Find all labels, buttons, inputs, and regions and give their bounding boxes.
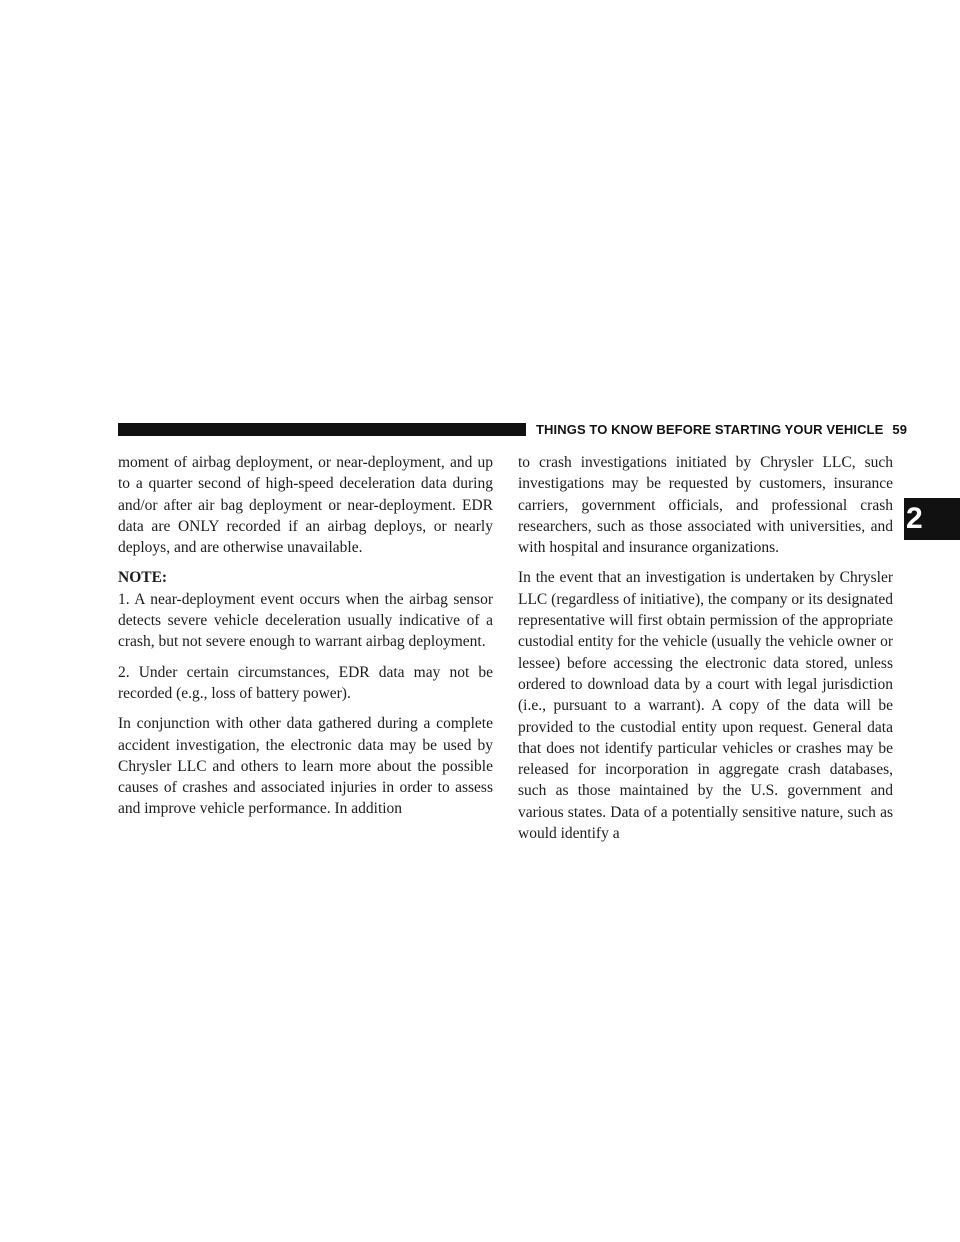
section-title: THINGS TO KNOW BEFORE STARTING YOUR VEHICLE [536,422,884,437]
note-item-2: 2. Under certain circumstances, EDR data may not be recorded (e.g., loss of battery power). [118,663,493,702]
note-block [118,567,493,704]
note-item-1: 1. A near-deployment event occurs when the airbag sensor detects severe vehicle deceleration usually indicative of a crash, but not severe enough to warrant airbag deployment. [118,590,493,651]
left-column [118,452,493,829]
page-number: 59 [892,422,908,437]
right-paragraph-2: In the event that an investigation is undertaken by Chrysler LLC (regardless of initiative), the company or its designated representative will first obtain permission of the appropriate custodial entity for the vehicle (usually the vehicle owner or lessee) before accessing the electronic data stored, unless ordered to download data by a court with legal jurisdiction (i.e., pursuant to a warrant). A copy of the data will be provided to the custodial entity upon request. General data that does not identify particular vehicles or crashes may be released for incorporation in aggregate crash databases, such as those maintained by the U.S. government and various states. Data of a potentially sensitive nature, such as would identify a [518,569,893,843]
left-paragraph-1: moment of airbag deployment, or near-deployment, and up to a quarter second of high-speed deceleration data during and/or after air bag deployment or near-deployment. EDR data are ONLY recorded if an airbag deploys, or nearly deploys, and are otherwise unavailable. [118,454,493,557]
right-column [518,452,893,853]
running-header [536,422,907,438]
right-paragraph-1: to crash investigations initiated by Chrysler LLC, such investigations may be requested by customers, insurance carriers, government officials, and professional crash researchers, such as those associated with universities, and with hospital and insurance organizations. [518,454,893,557]
note-label: NOTE: [118,569,168,587]
header-rule-bar [118,423,526,436]
left-paragraph-2: In conjunction with other data gathered during a complete accident investigation, the electronic data may be used by Chrysler LLC and others to learn more about the possible causes of crashes and associated injuries in order to assess and improve vehicle performance. In addition [118,715,493,818]
chapter-tab: 2 [904,498,960,540]
